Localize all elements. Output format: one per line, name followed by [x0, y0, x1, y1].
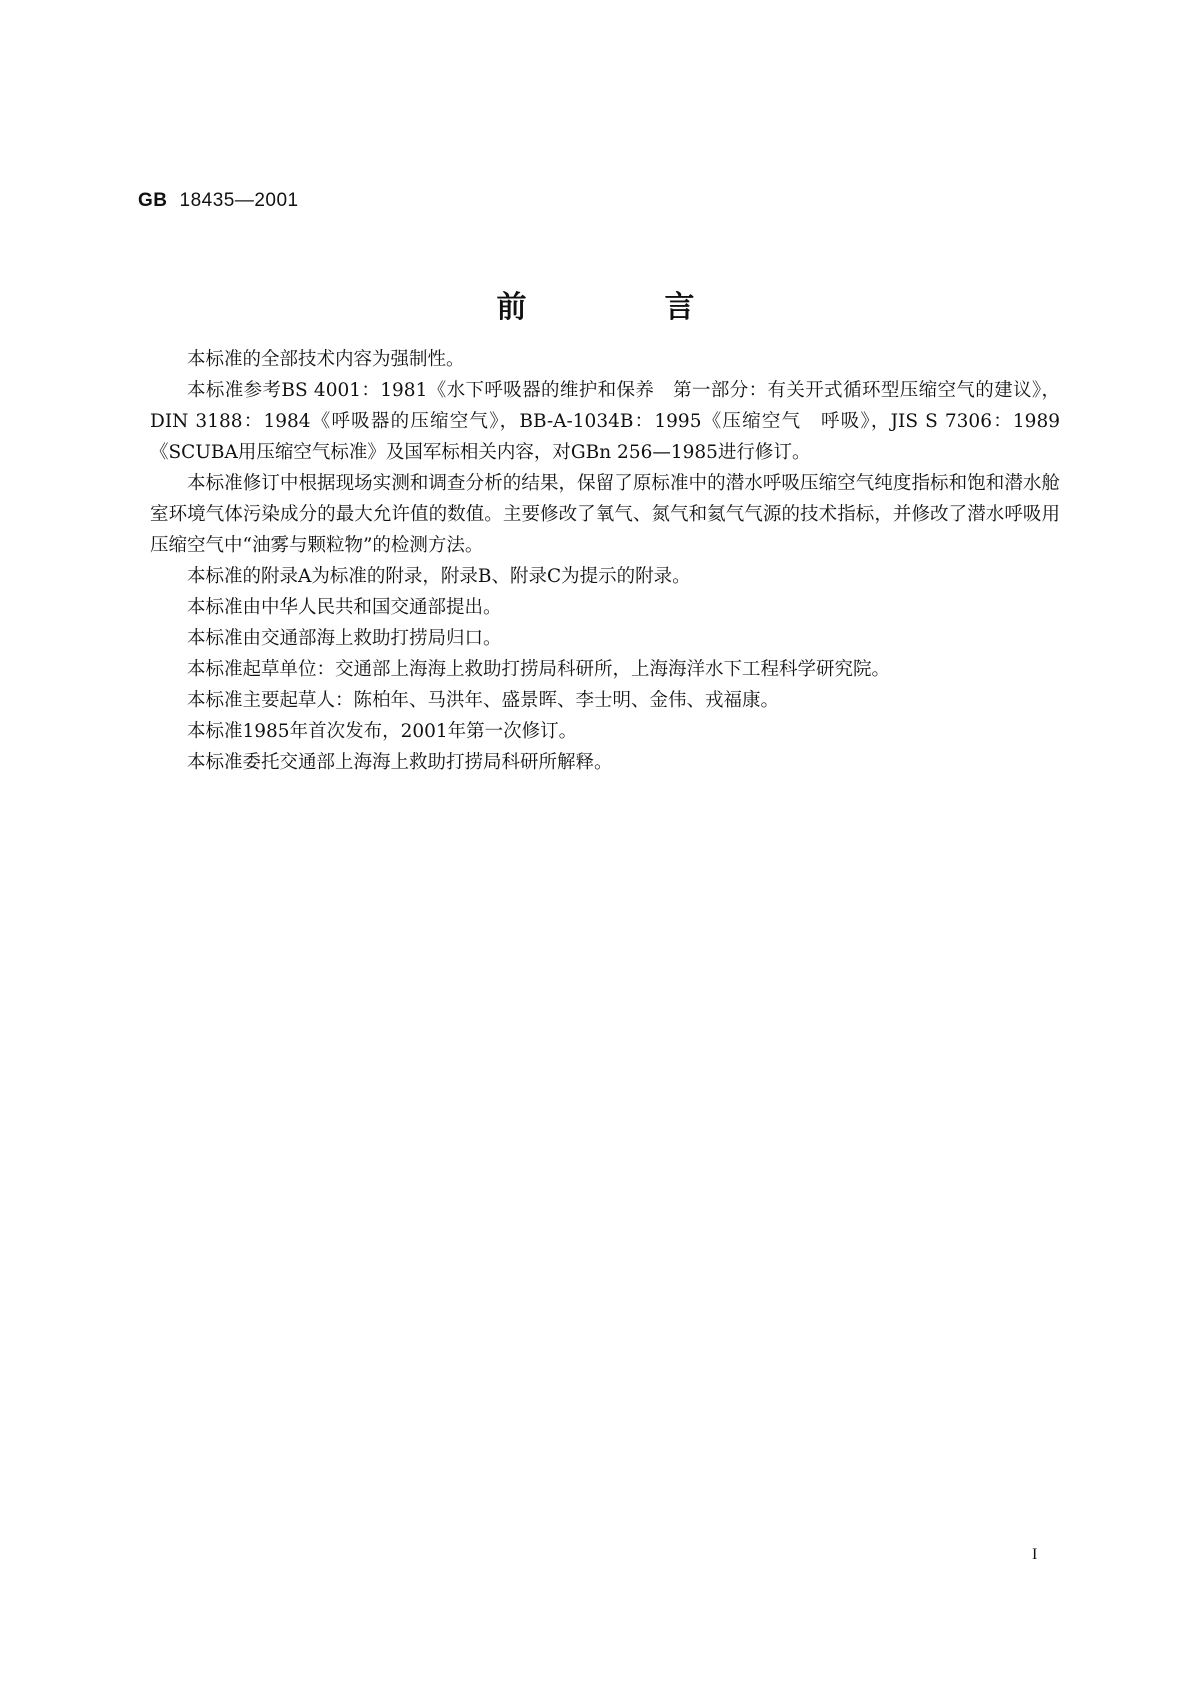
paragraph-centralized: 本标准由交通部海上救助打捞局归口。	[187, 628, 502, 649]
page-title: 前 言	[496, 290, 749, 325]
foreword-body	[150, 344, 1060, 778]
paragraph-history: 本标准1985年首次发布，2001年第一次修订。	[187, 721, 578, 742]
paragraph-appendices: 本标准的附录A为标准的附录，附录B、附录C为提示的附录。	[187, 566, 691, 587]
paragraph-references: 本标准参考BS 4001：1981《水下呼吸器的维护和保养 第一部分：有关开式循环型压缩空气的建议》，DIN 3188：1984《呼吸器的压缩空气》，BB-A-1034B：1995《压缩空气 呼吸》，JIS S 7306：1989《SCUBA用压缩空气标准》及国军标相关内容，对GBn 256—1985进行修订。	[150, 380, 1060, 463]
paragraph-revision: 本标准修订中根据现场实测和调查分析的结果，保留了原标准中的潜水呼吸压缩空气纯度指标和饱和潜水舱室环境气体污染成分的最大允许值的数值。主要修改了氧气、氮气和氦气气源的技术指标，并修改了潜水呼吸用压缩空气中“油雾与颗粒物”的检测方法。	[150, 473, 1060, 556]
paragraph-mandatory: 本标准的全部技术内容为强制性。	[187, 349, 465, 370]
standard-number: 18435—2001	[179, 190, 299, 211]
paragraph-interpretation: 本标准委托交通部上海海上救助打捞局科研所解释。	[187, 752, 613, 773]
paragraph-drafters: 本标准主要起草人：陈柏年、马洪年、盛景晖、李士明、金伟、戎福康。	[187, 690, 780, 711]
page-number: I	[1032, 1546, 1038, 1563]
standard-prefix: GB	[138, 190, 168, 211]
paragraph-proposer: 本标准由中华人民共和国交通部提出。	[187, 597, 502, 618]
standard-code-header	[138, 190, 299, 212]
paragraph-drafting-units: 本标准起草单位：交通部上海海上救助打捞局科研所，上海海洋水下工程科学研究院。	[187, 659, 891, 680]
